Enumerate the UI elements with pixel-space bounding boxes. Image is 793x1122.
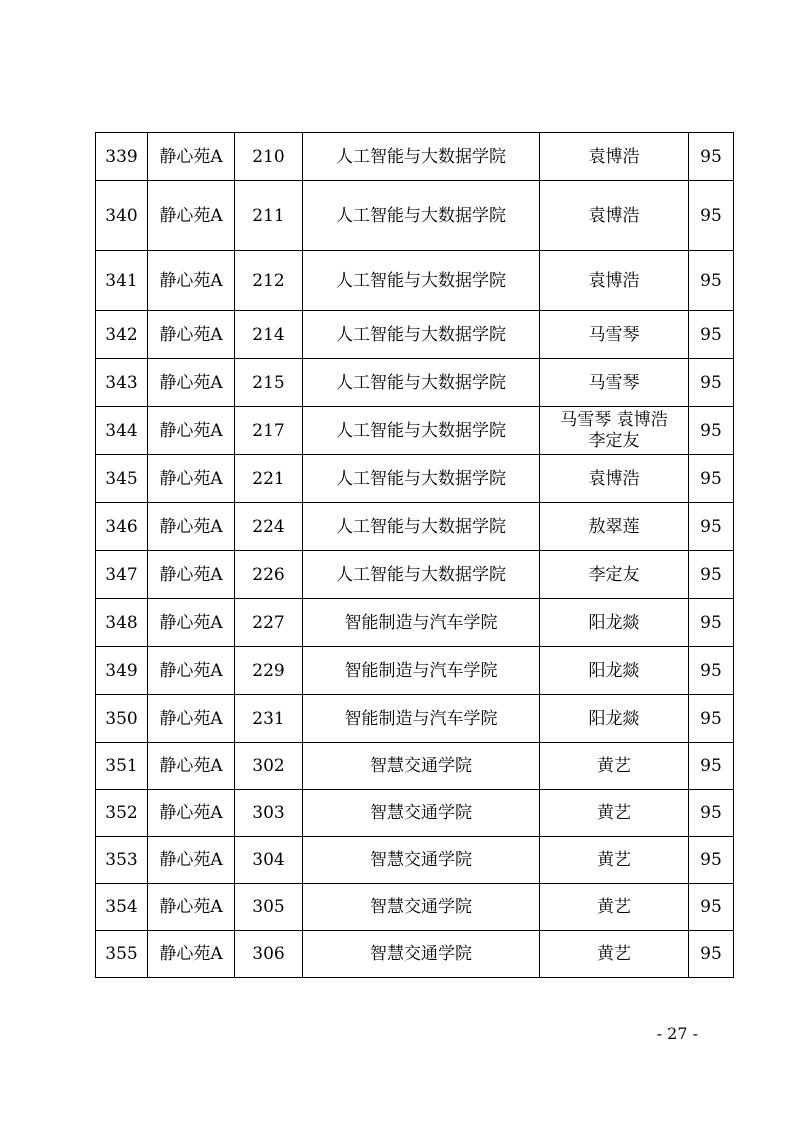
person-cell: 马雪琴 袁博浩 李定友: [540, 407, 689, 455]
college-cell: 人工智能与大数据学院: [303, 359, 540, 407]
score-cell: 95: [689, 695, 734, 743]
person-cell: 袁博浩: [540, 133, 689, 181]
row-number-cell: 343: [96, 359, 148, 407]
dorm-inspection-table: [95, 132, 734, 978]
row-number-cell: 353: [96, 837, 148, 884]
table-row: [96, 695, 734, 743]
room-cell: 306: [235, 931, 303, 978]
row-number-cell: 352: [96, 790, 148, 837]
score-cell: 95: [689, 455, 734, 503]
person-cell: 阳龙燚: [540, 695, 689, 743]
college-cell: 人工智能与大数据学院: [303, 455, 540, 503]
college-cell: 智慧交通学院: [303, 931, 540, 978]
row-number-cell: 340: [96, 181, 148, 251]
college-cell: 智能制造与汽车学院: [303, 647, 540, 695]
row-number-cell: 344: [96, 407, 148, 455]
table-row: [96, 181, 734, 251]
room-cell: 210: [235, 133, 303, 181]
row-number-cell: 341: [96, 251, 148, 311]
person-cell: 马雪琴: [540, 359, 689, 407]
table-row: [96, 931, 734, 978]
person-cell: 袁博浩: [540, 455, 689, 503]
score-cell: 95: [689, 790, 734, 837]
college-cell: 智慧交通学院: [303, 743, 540, 790]
table-row: [96, 503, 734, 551]
college-cell: 人工智能与大数据学院: [303, 181, 540, 251]
person-cell: 黄艺: [540, 837, 689, 884]
person-cell: 袁博浩: [540, 181, 689, 251]
building-cell: 静心苑A: [148, 931, 235, 978]
table-row: [96, 455, 734, 503]
building-cell: 静心苑A: [148, 647, 235, 695]
score-cell: 95: [689, 837, 734, 884]
building-cell: 静心苑A: [148, 359, 235, 407]
row-number-cell: 348: [96, 599, 148, 647]
building-cell: 静心苑A: [148, 837, 235, 884]
building-cell: 静心苑A: [148, 884, 235, 931]
table-row: [96, 599, 734, 647]
college-cell: 人工智能与大数据学院: [303, 407, 540, 455]
score-cell: 95: [689, 599, 734, 647]
row-number-cell: 349: [96, 647, 148, 695]
room-cell: 231: [235, 695, 303, 743]
room-cell: 305: [235, 884, 303, 931]
college-cell: 人工智能与大数据学院: [303, 551, 540, 599]
building-cell: 静心苑A: [148, 311, 235, 359]
person-cell: 阳龙燚: [540, 599, 689, 647]
person-cell: 阳龙燚: [540, 647, 689, 695]
college-cell: 人工智能与大数据学院: [303, 311, 540, 359]
room-cell: 215: [235, 359, 303, 407]
table-row: [96, 884, 734, 931]
table-row: [96, 647, 734, 695]
room-cell: 226: [235, 551, 303, 599]
row-number-cell: 350: [96, 695, 148, 743]
score-cell: 95: [689, 931, 734, 978]
person-cell: 黄艺: [540, 790, 689, 837]
page-number: - 27 -: [656, 1024, 698, 1043]
score-cell: 95: [689, 743, 734, 790]
building-cell: 静心苑A: [148, 181, 235, 251]
table-row: [96, 407, 734, 455]
table-row: [96, 251, 734, 311]
score-cell: 95: [689, 503, 734, 551]
score-cell: 95: [689, 359, 734, 407]
college-cell: 智能制造与汽车学院: [303, 599, 540, 647]
row-number-cell: 345: [96, 455, 148, 503]
college-cell: 智慧交通学院: [303, 884, 540, 931]
room-cell: 224: [235, 503, 303, 551]
building-cell: 静心苑A: [148, 407, 235, 455]
row-number-cell: 342: [96, 311, 148, 359]
building-cell: 静心苑A: [148, 503, 235, 551]
room-cell: 227: [235, 599, 303, 647]
room-cell: 302: [235, 743, 303, 790]
row-number-cell: 355: [96, 931, 148, 978]
row-number-cell: 346: [96, 503, 148, 551]
college-cell: 人工智能与大数据学院: [303, 503, 540, 551]
room-cell: 304: [235, 837, 303, 884]
college-cell: 智慧交通学院: [303, 837, 540, 884]
room-cell: 229: [235, 647, 303, 695]
building-cell: 静心苑A: [148, 251, 235, 311]
building-cell: 静心苑A: [148, 790, 235, 837]
table-body: [96, 133, 734, 978]
score-cell: 95: [689, 311, 734, 359]
person-cell: 黄艺: [540, 884, 689, 931]
score-cell: 95: [689, 551, 734, 599]
person-cell: 敖翠莲: [540, 503, 689, 551]
score-cell: 95: [689, 647, 734, 695]
person-cell: 马雪琴: [540, 311, 689, 359]
row-number-cell: 347: [96, 551, 148, 599]
row-number-cell: 339: [96, 133, 148, 181]
room-cell: 221: [235, 455, 303, 503]
room-cell: 214: [235, 311, 303, 359]
table-row: [96, 551, 734, 599]
building-cell: 静心苑A: [148, 695, 235, 743]
score-cell: 95: [689, 181, 734, 251]
college-cell: 智慧交通学院: [303, 790, 540, 837]
room-cell: 217: [235, 407, 303, 455]
building-cell: 静心苑A: [148, 455, 235, 503]
college-cell: 人工智能与大数据学院: [303, 251, 540, 311]
college-cell: 智能制造与汽车学院: [303, 695, 540, 743]
person-cell: 黄艺: [540, 743, 689, 790]
building-cell: 静心苑A: [148, 743, 235, 790]
score-cell: 95: [689, 133, 734, 181]
room-cell: 211: [235, 181, 303, 251]
table-row: [96, 790, 734, 837]
table-row: [96, 133, 734, 181]
table-row: [96, 311, 734, 359]
room-cell: 212: [235, 251, 303, 311]
row-number-cell: 354: [96, 884, 148, 931]
building-cell: 静心苑A: [148, 133, 235, 181]
score-cell: 95: [689, 884, 734, 931]
person-cell: 黄艺: [540, 931, 689, 978]
person-cell: 李定友: [540, 551, 689, 599]
building-cell: 静心苑A: [148, 551, 235, 599]
table-row: [96, 837, 734, 884]
score-cell: 95: [689, 251, 734, 311]
row-number-cell: 351: [96, 743, 148, 790]
person-cell: 袁博浩: [540, 251, 689, 311]
room-cell: 303: [235, 790, 303, 837]
college-cell: 人工智能与大数据学院: [303, 133, 540, 181]
table-row: [96, 743, 734, 790]
score-cell: 95: [689, 407, 734, 455]
table-row: [96, 359, 734, 407]
building-cell: 静心苑A: [148, 599, 235, 647]
